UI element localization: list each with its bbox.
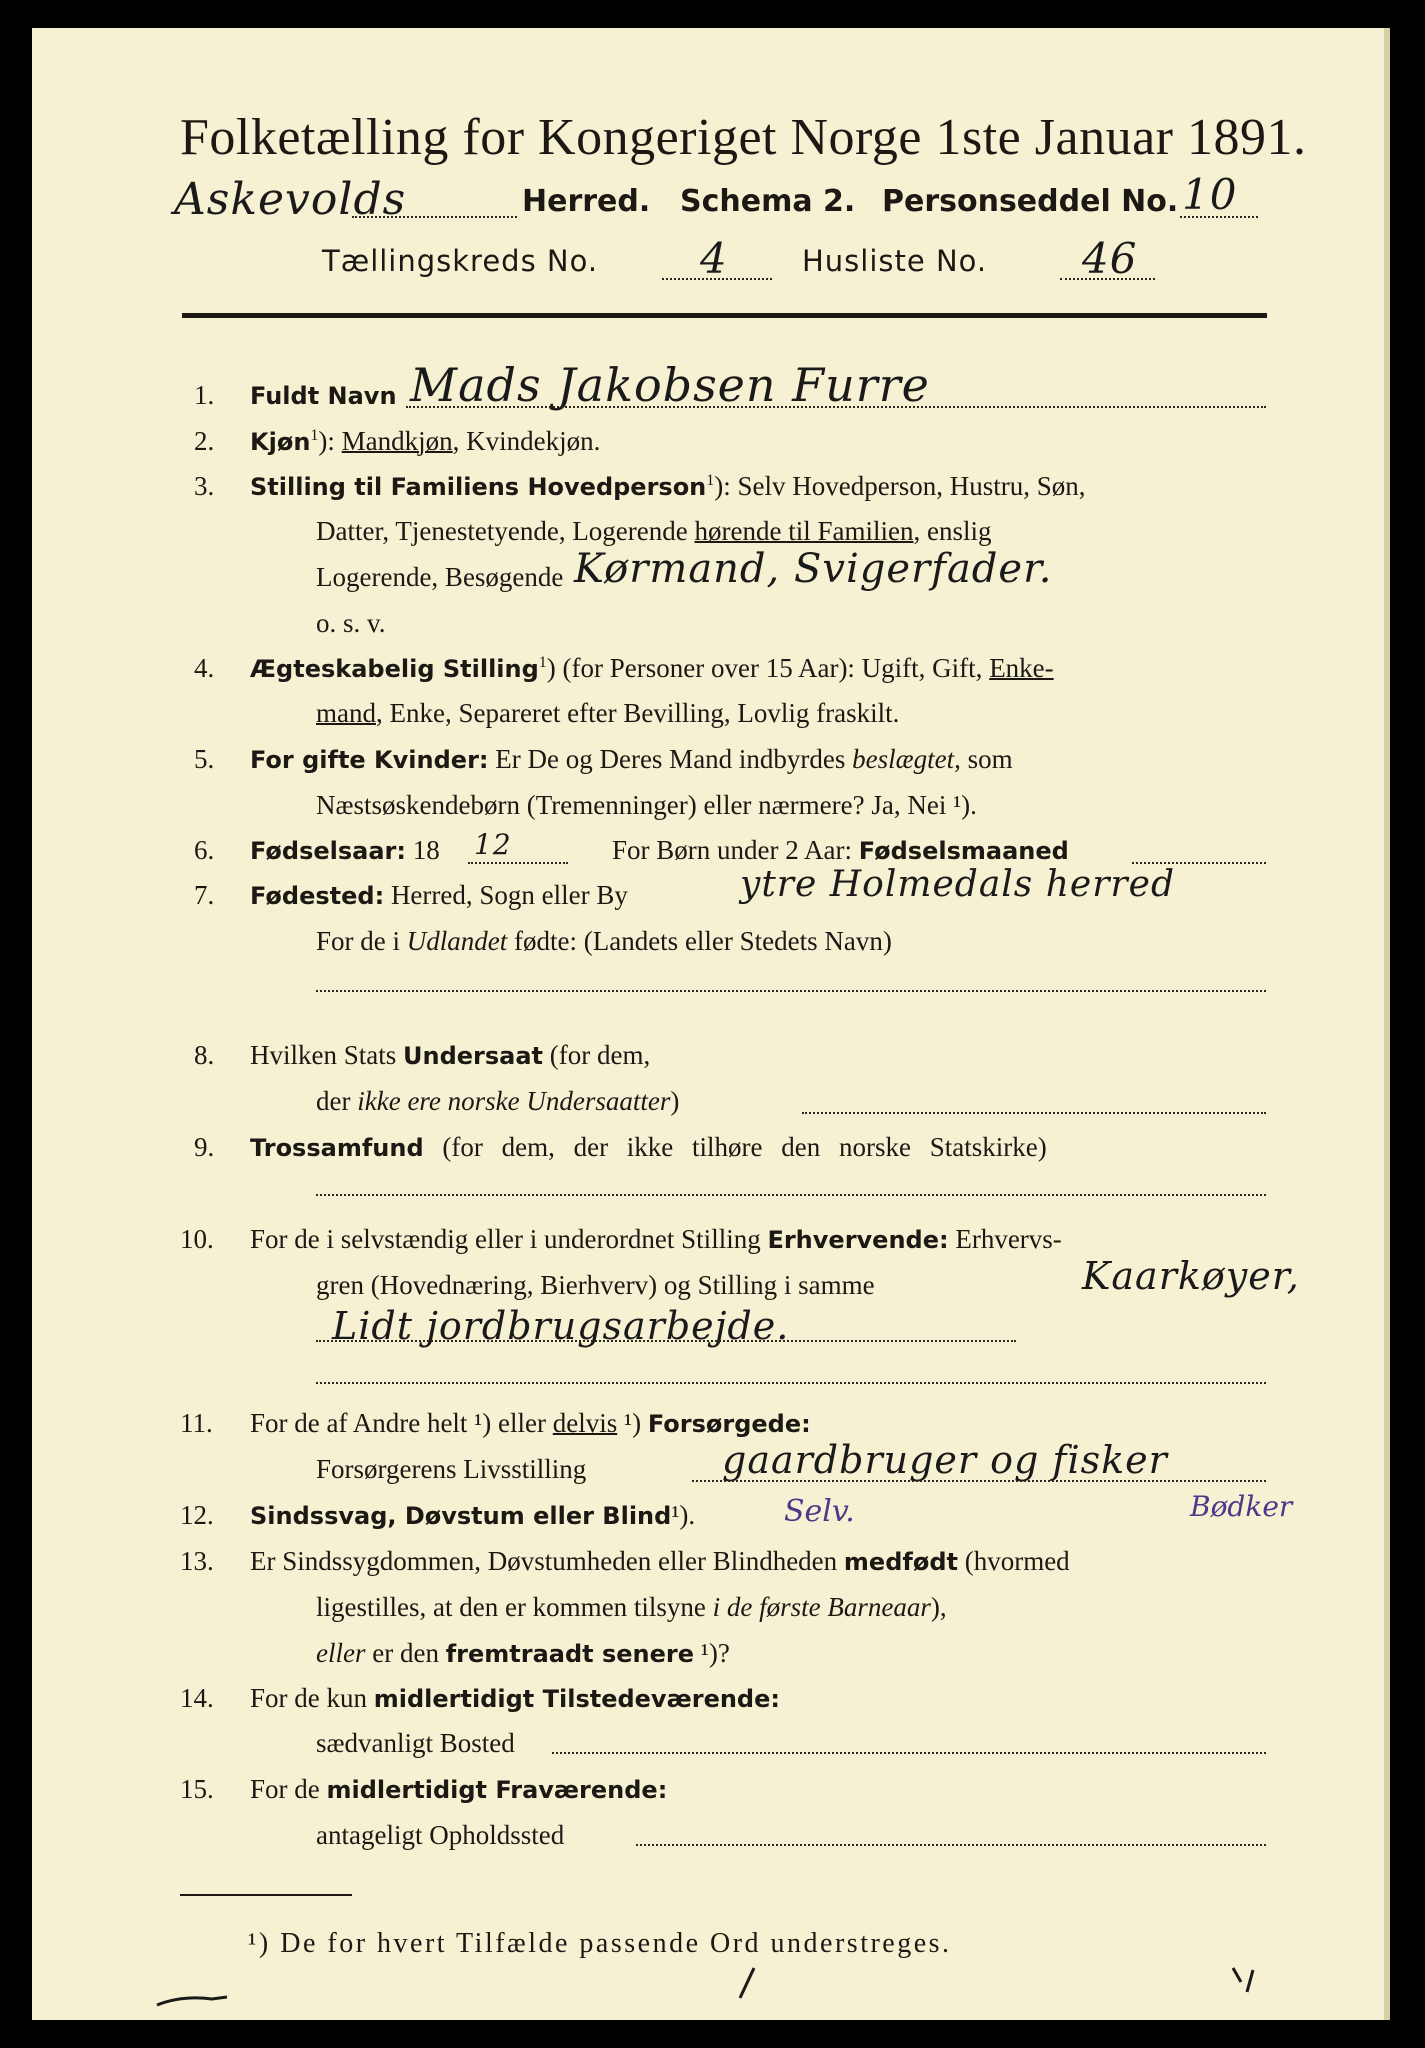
q10-answer1: Kaarkøyer,	[1082, 1254, 1300, 1298]
q9-line	[250, 1132, 1047, 1163]
q13-line2	[316, 1592, 947, 1623]
q7-line2-b: fødte: (Landets eller Stedets Navn)	[507, 926, 892, 956]
q3-line2	[316, 516, 991, 547]
q7-number: 7.	[194, 880, 215, 910]
q2-option-kvindekjon: , Kvindekjøn.	[452, 426, 601, 456]
ink-mark-center	[732, 1963, 762, 2003]
q11-text-a: For de af Andre helt ¹) eller	[250, 1408, 553, 1438]
q2-line	[250, 426, 600, 457]
q5-label: For gifte Kvinder:	[250, 746, 489, 774]
footnote: ¹) De for hvert Tilfælde passende Ord understreges.	[248, 1928, 952, 1959]
q3-number: 3.	[194, 471, 215, 501]
q10-number: 10.	[180, 1224, 214, 1254]
q10-dotted-line-b	[316, 1382, 1266, 1384]
q14-number: 14.	[180, 1683, 214, 1713]
q13-line3-a: er den	[365, 1638, 446, 1668]
q5-line1	[250, 744, 1013, 775]
husliste-label: Husliste No.	[802, 244, 988, 278]
q4-label: Ægteskabelig Stilling	[250, 655, 539, 683]
q4-option-enke-a: Enke-	[989, 653, 1054, 683]
q9-number: 9.	[194, 1132, 215, 1162]
q8-text-b: (for dem,	[543, 1040, 651, 1070]
q13-line2-italic: i de første Barneaar	[712, 1592, 931, 1622]
q13-text-b: (hvormed	[957, 1546, 1070, 1576]
q9-label: Trossamfund	[250, 1134, 424, 1162]
header-rule	[182, 313, 1267, 318]
kreds-value: 4	[700, 234, 728, 283]
q7-line2	[316, 926, 892, 957]
census-form-sheet	[32, 28, 1390, 2020]
q15-number: 15.	[180, 1774, 214, 1804]
q14-dotted-line	[552, 1752, 1266, 1754]
form-title: Folketælling for Kongeriget Norge 1ste Januar 1891.	[180, 109, 1307, 166]
q1-label: Fuldt Navn	[250, 382, 397, 410]
q7-label: Fødested:	[250, 882, 385, 910]
q3-label: Stilling til Familiens Hovedperson	[250, 473, 707, 501]
q4-number: 4.	[194, 653, 215, 683]
q2-number: 2.	[194, 426, 215, 456]
q12-note-bodker: Bødker	[1190, 1490, 1293, 1523]
q11-line2: Forsørgerens Livsstilling	[316, 1454, 587, 1484]
q7-dotted-line	[316, 990, 1266, 992]
q5-text-b: som	[960, 744, 1013, 774]
kreds-dotted-line	[662, 278, 772, 280]
q6-line-b	[612, 835, 1069, 866]
q3-line1	[250, 471, 1086, 502]
q4-line1	[250, 653, 1054, 684]
q4-option-enkemand-b: mand	[316, 698, 376, 728]
q6-year-dotted-line	[468, 862, 568, 864]
personseddel-label: Personseddel No.	[882, 184, 1179, 219]
q3-option-horende: hørende til Familien	[694, 516, 914, 546]
ink-mark-left	[152, 1983, 232, 2013]
q6-answer: 12	[474, 828, 512, 861]
q14-line1	[250, 1683, 780, 1714]
q7-line2-a: For de i	[316, 926, 407, 956]
q11-option-delvis: delvis	[552, 1408, 618, 1438]
q10-line1	[250, 1224, 1062, 1255]
q8-line2-b: )	[670, 1086, 680, 1116]
q3-line2-text-a: Datter, Tjenestetyende, Logerende	[316, 516, 695, 546]
q13-text-a: Er Sindssygdommen, Døvstumheden eller Blindheden	[250, 1546, 844, 1576]
q6-line	[250, 835, 440, 866]
q13-line1	[250, 1546, 1070, 1577]
q7-answer: ytre Holmedals herred	[740, 864, 1175, 905]
q13-line3-italic: eller	[316, 1638, 366, 1668]
q14-label: midlertidigt Tilstedeværende:	[373, 1685, 780, 1713]
q10-dotted-line-a	[316, 1340, 1016, 1342]
q13-line3-bold: fremtraadt senere	[445, 1640, 695, 1668]
q13-line2-b: ),	[930, 1592, 947, 1622]
q8-line2-italic: ikke ere norske Undersaatter	[357, 1086, 671, 1116]
q5-text-a: Er De og Deres Mand indbyrdes	[488, 744, 853, 774]
q3-line1-text: ): Selv Hovedperson, Hustru, Søn,	[714, 471, 1086, 501]
q1-dotted-line	[406, 406, 1266, 408]
q8-line2-a: der	[316, 1086, 358, 1116]
q5-text-italic: beslægtet,	[852, 744, 961, 774]
q6-text: For Børn under 2 Aar:	[612, 835, 852, 865]
q5-number: 5.	[194, 744, 215, 774]
q1-number: 1.	[194, 380, 215, 410]
q3-answer: Kørmand, Svigerfader.	[574, 546, 1053, 592]
q15-line2: antageligt Opholdssted	[316, 1820, 565, 1850]
q7-text: Herred, Sogn eller By	[384, 880, 628, 910]
q7-line1	[250, 880, 628, 911]
q15-text: For de	[250, 1774, 327, 1804]
q12-label: Sindssvag, Døvstum eller Blind	[250, 1502, 672, 1530]
q11-text-b: ¹)	[617, 1408, 648, 1438]
q8-number: 8.	[194, 1040, 215, 1070]
q3-line2-text-c: , enslig	[913, 516, 992, 546]
q2-label: Kjøn	[250, 428, 311, 456]
q15-dotted-line	[636, 1844, 1266, 1846]
q11-number: 11.	[180, 1408, 213, 1438]
q11-line1	[250, 1408, 811, 1439]
q8-line1	[250, 1040, 650, 1071]
q15-line1	[250, 1774, 667, 1805]
personseddel-value: 10	[1182, 170, 1238, 219]
q3-sup: 1	[706, 472, 715, 489]
q3-line3: Logerende, Besøgende	[316, 562, 564, 592]
q10-text-b: Erhvervs-	[948, 1224, 1062, 1254]
q8-text-a: Hvilken Stats	[250, 1040, 403, 1070]
q10-text-a: For de i selvstændig eller i underordnet Stilling	[250, 1224, 768, 1254]
kreds-label: Tællingskreds No.	[322, 244, 599, 278]
q8-line2	[316, 1086, 679, 1117]
husliste-dotted-line	[1060, 278, 1155, 280]
q6-label2: Fødselsmaaned	[858, 837, 1069, 865]
q12-line	[250, 1500, 695, 1531]
q4-sup: 1	[538, 654, 547, 671]
husliste-value: 46	[1082, 234, 1138, 283]
q14-text: For de kun	[250, 1683, 374, 1713]
q12-sup: ¹).	[671, 1500, 696, 1530]
q10-answer2: Lidt jordbrugsarbejde.	[332, 1304, 790, 1348]
herred-dotted-line	[352, 216, 517, 218]
q9-dotted-line	[316, 1194, 1266, 1196]
q8-dotted-line	[802, 1112, 1266, 1114]
q15-label: midlertidigt Fraværende:	[326, 1776, 668, 1804]
q8-label: Undersaat	[403, 1042, 544, 1070]
q2-text: ):	[318, 426, 342, 456]
personseddel-dotted-line	[1180, 216, 1258, 218]
q10-line2: gren (Hovednæring, Bierhverv) og Stilling i samme	[316, 1270, 875, 1300]
q11-answer: gaardbruger og fisker	[722, 1438, 1168, 1482]
q5-line2: Næstsøskendebørn (Tremenninger) eller nærmere? Ja, Nei ¹).	[316, 790, 977, 820]
q4-line1-text: ) (for Personer over 15 Aar): Ugift, Gift,	[546, 653, 983, 683]
q12-number: 12.	[180, 1500, 214, 1530]
schema-label: Schema 2.	[680, 184, 856, 219]
q10-label: Erhvervende:	[767, 1226, 949, 1254]
herred-label: Herred.	[522, 184, 651, 219]
q7-line2-italic: Udlandet	[406, 926, 508, 956]
footnote-rule	[180, 1894, 352, 1896]
q3-line4: o. s. v.	[316, 608, 386, 638]
q13-line3-c: ¹)?	[694, 1638, 730, 1668]
q12-note-selv: Selv.	[784, 1494, 855, 1529]
q6-year-prefix: 18	[412, 835, 440, 865]
q11-label: Forsørgede:	[647, 1410, 811, 1438]
q4-line2	[316, 698, 899, 729]
q13-number: 13.	[180, 1546, 214, 1576]
q13-line3	[316, 1638, 730, 1669]
q2-sup: 1	[310, 427, 319, 444]
q13-label: medfødt	[843, 1548, 958, 1576]
q9-text: (for dem, der ikke tilhøre den norske Statskirke)	[423, 1132, 1047, 1162]
q13-line2-a: ligestilles, at den er kommen tilsyne	[316, 1592, 713, 1622]
herred-value: Askevolds	[174, 174, 407, 225]
q14-line2: sædvanligt Bosted	[316, 1728, 515, 1758]
q2-option-mandkjon: Mandkjøn	[341, 426, 453, 456]
ink-mark-right	[1227, 1958, 1267, 1998]
q1-answer: Mads Jakobsen Furre	[410, 358, 930, 412]
q6-number: 6.	[194, 835, 215, 865]
q6-label: Fødselsaar:	[250, 837, 406, 865]
q4-line2-text: , Enke, Separeret efter Bevilling, Lovlig fraskilt.	[376, 698, 900, 728]
q11-dotted-line	[692, 1480, 1266, 1482]
